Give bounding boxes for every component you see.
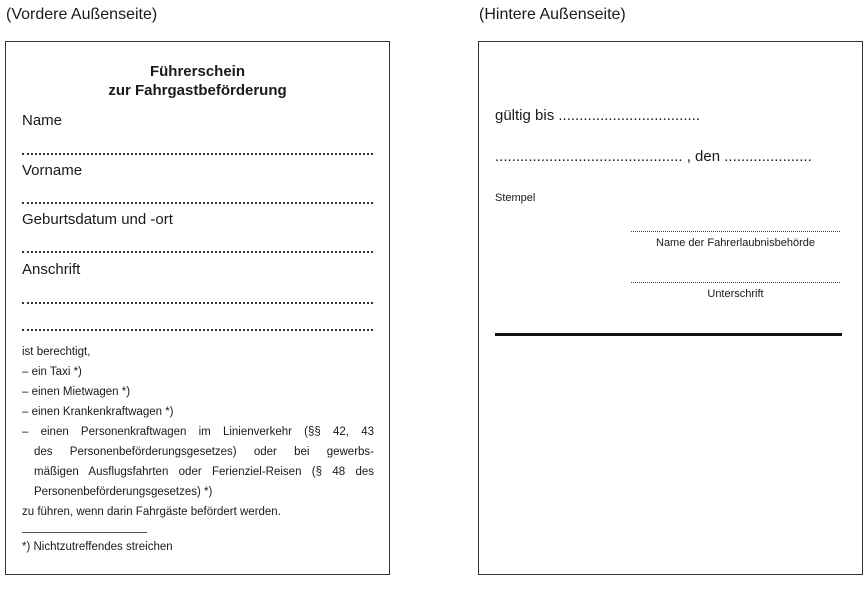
back-card: [478, 41, 863, 575]
list-item-passenger-car-line2: des Personenbeförderungsgesetzes) oder bei gewerbs-: [34, 446, 374, 458]
address-dotted-line-2: [22, 329, 373, 331]
card-title: [6, 62, 389, 100]
authority-label: Name der Fahrerlaubnisbehörde: [656, 237, 815, 249]
stamp-label: Stempel: [495, 192, 536, 204]
back-side-heading: (Hintere Außenseite): [479, 6, 626, 23]
list-item-passenger-car-line1: – einen Personenkraftwagen im Linienverkehr (§§ 42, 43: [22, 426, 374, 438]
list-item-rental-car: – einen Mietwagen *): [22, 386, 131, 398]
intro-text: ist berechtigt,: [22, 346, 91, 358]
list-item-passenger-car-line4: Personenbeförderungsgesetzes) *): [34, 486, 213, 498]
list-item-ambulance: – einen Krankenkraftwagen *): [22, 406, 174, 418]
separator-line: [495, 333, 842, 336]
card-title-line2: zur Fahrgastbeförderung: [108, 82, 287, 99]
first-name-dotted-line: [22, 202, 373, 204]
list-item-passenger-car-line3: mäßigen Ausflugsfahrten oder Ferienziel-Reisen (§ 48 des: [34, 466, 374, 478]
footnote-divider: [22, 532, 147, 533]
birth-label: Geburtsdatum und -ort: [22, 211, 173, 228]
footnote-text: *) Nichtzutreffendes streichen: [22, 541, 173, 553]
place-date-line: ............................................. , den .....................: [495, 148, 812, 165]
valid-until-line: gültig bis ..................................: [495, 107, 701, 124]
closing-text: zu führen, wenn darin Fahrgäste befördert werden.: [22, 506, 281, 518]
list-item-taxi: – ein Taxi *): [22, 366, 82, 378]
card-title-line1: Führerschein: [149, 63, 246, 80]
signature-label: Unterschrift: [707, 288, 764, 300]
name-dotted-line: [22, 153, 373, 155]
name-label: Name: [22, 112, 63, 129]
first-name-label: Vorname: [22, 162, 83, 179]
address-dotted-line-1: [22, 302, 373, 304]
authority-dotted-line: [631, 231, 840, 232]
address-label: Anschrift: [22, 261, 81, 278]
signature-dotted-line: [631, 282, 840, 283]
birth-dotted-line: [22, 251, 373, 253]
front-side-heading: (Vordere Außenseite): [6, 6, 158, 23]
front-card: [5, 41, 390, 575]
